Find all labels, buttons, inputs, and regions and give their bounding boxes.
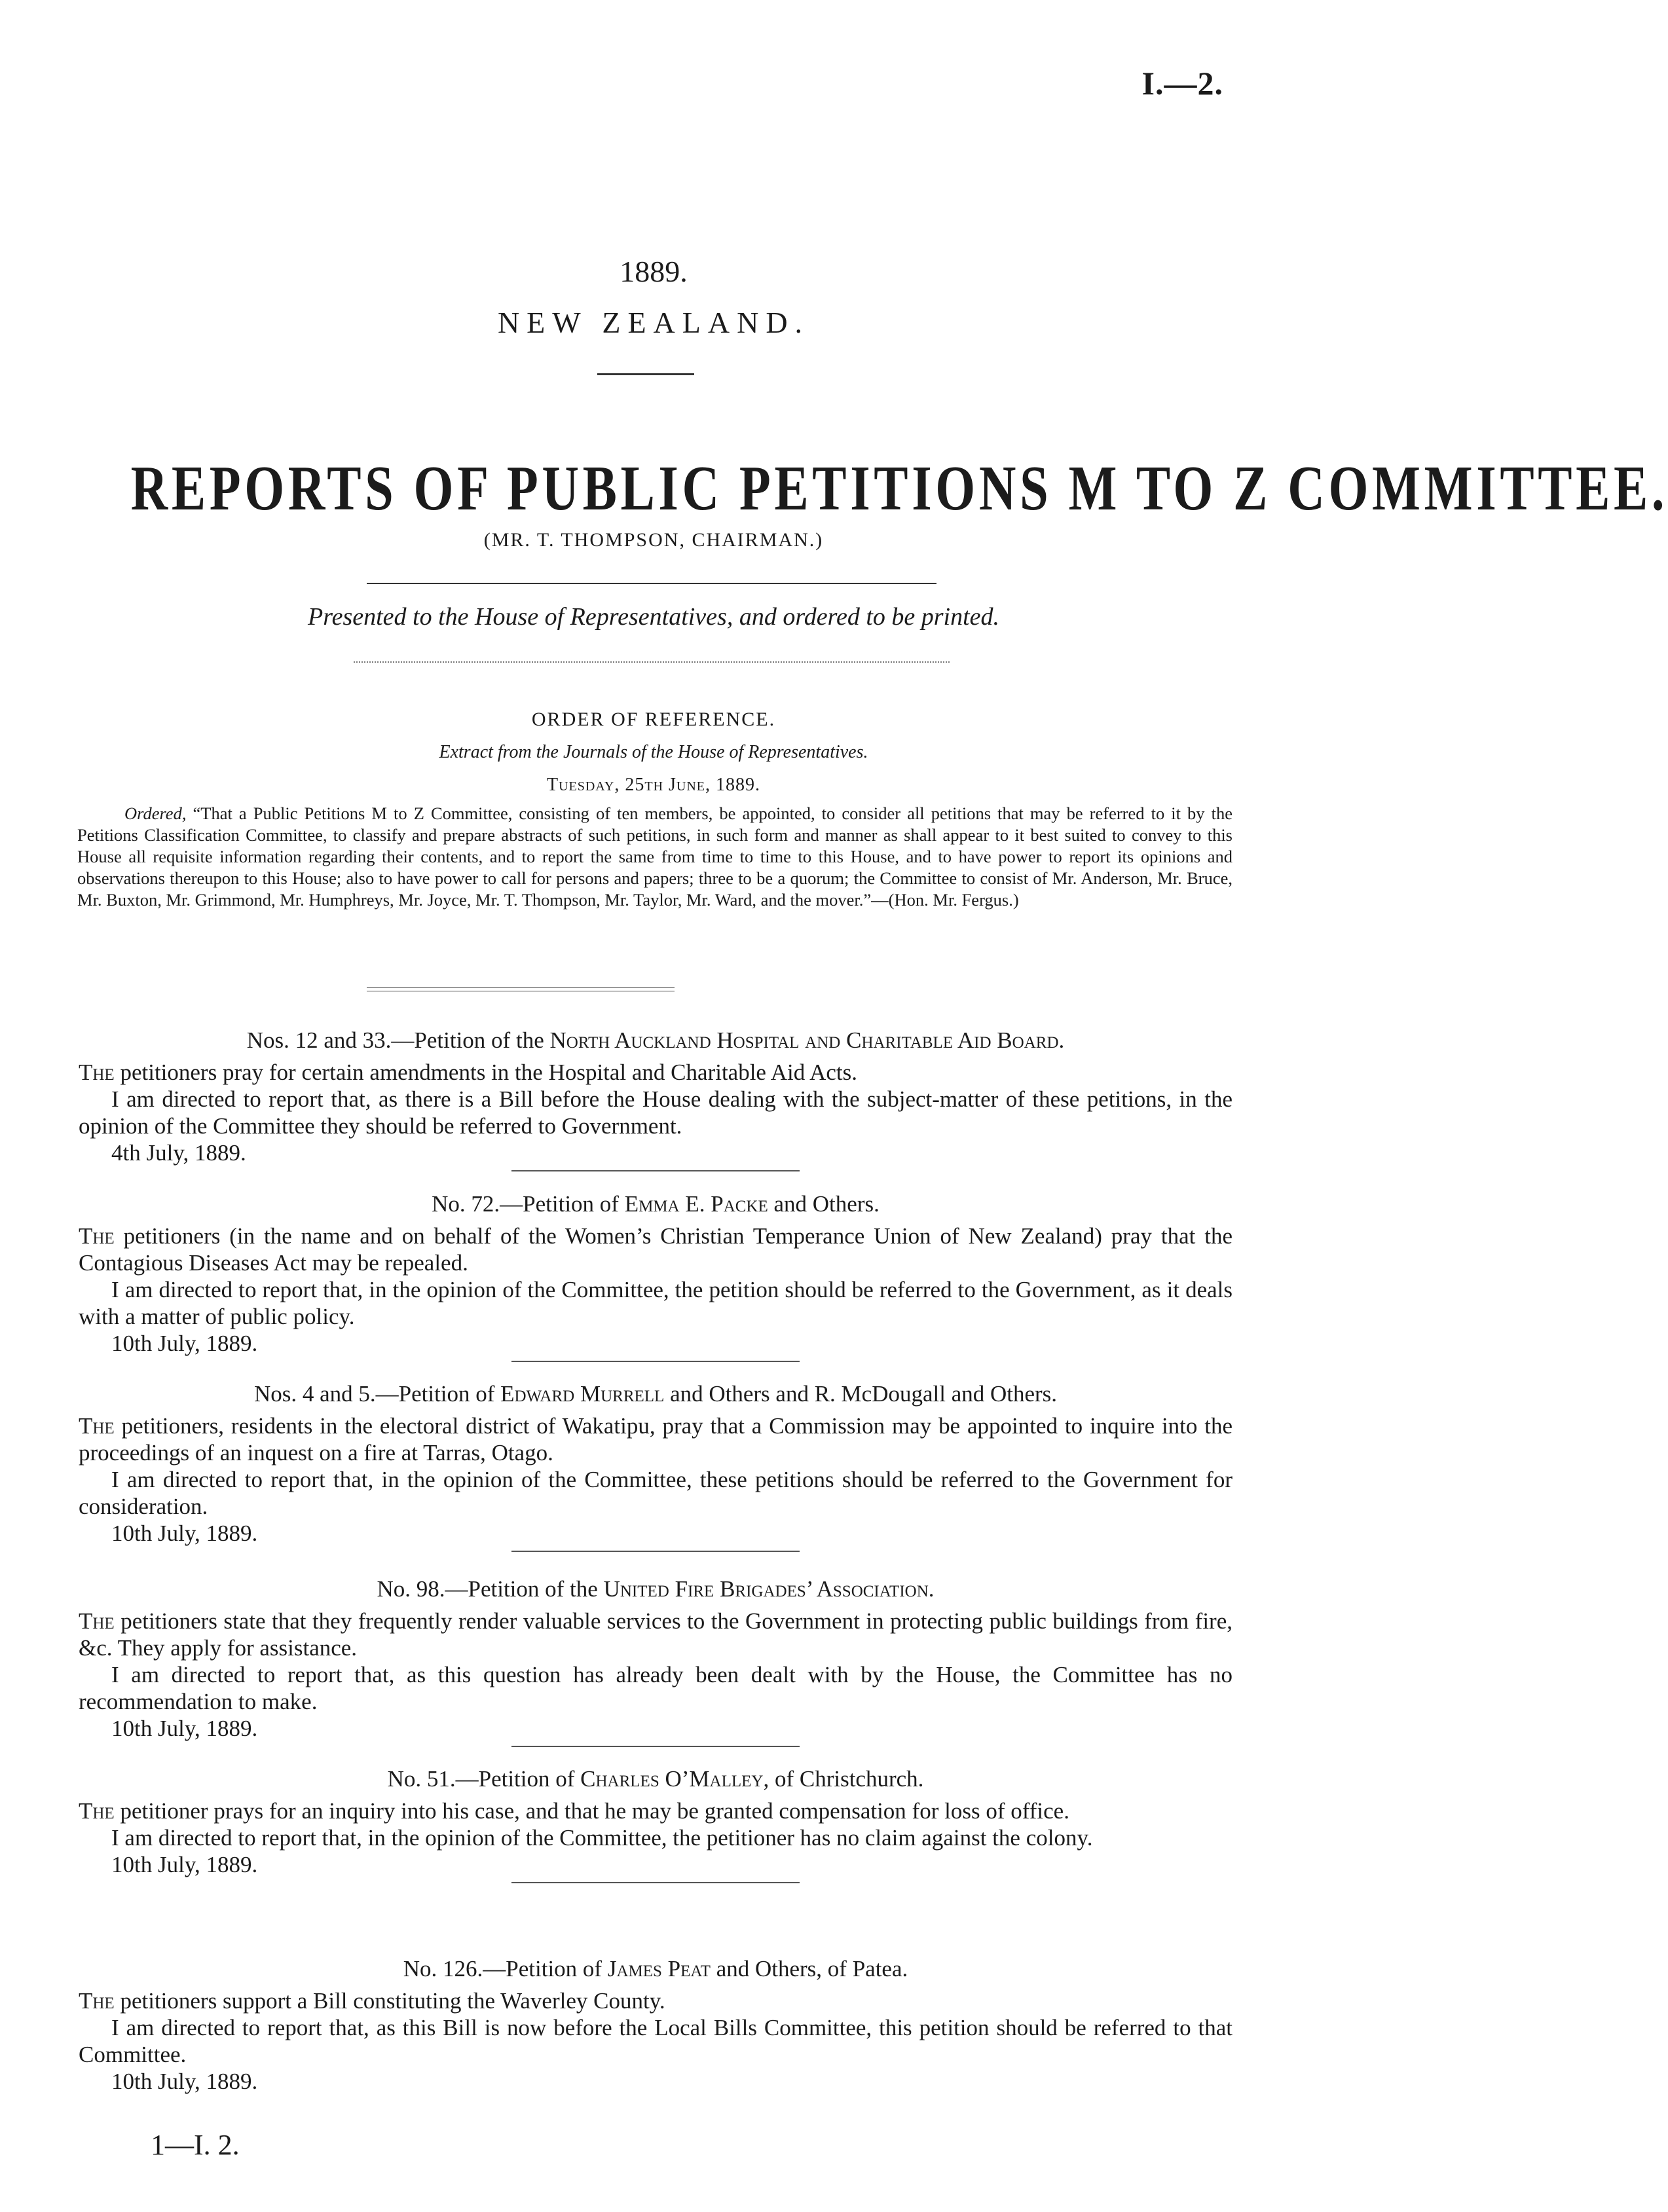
petition-separator: [511, 1361, 800, 1362]
petition-summary: The petitioners state that they frequently render valuable services to the Government in protecting public buildings from fire, &c. They apply for assistance.: [79, 1608, 1232, 1661]
order-of-reference-heading: ORDER OF REFERENCE.: [531, 709, 776, 730]
petition-entry: [79, 1027, 1232, 1171]
petition-summary: The petitioner prays for an inquiry into his case, and that he may be granted compensation for loss of office.: [79, 1798, 1069, 1824]
petition-separator: [511, 1882, 800, 1883]
ordered-lead: Ordered,: [124, 803, 187, 823]
presented-line: Presented to the House of Representatives, and ordered to be printed.: [307, 603, 1000, 631]
page-footer-signature: 1—I. 2.: [151, 2129, 240, 2161]
petition-date: 10th July, 1889.: [111, 1331, 258, 1356]
petition-report: I am directed to report that, as this question has already been dealt with by the House, the Committee has no recommendation to make.: [79, 1662, 1232, 1714]
petition-heading: No. 51.—Petition of Charles O’Malley, of Christchurch.: [387, 1766, 924, 1792]
petition-summary: The petitioners (in the name and on behalf of the Women’s Christian Temperance Union of New Zealand) pray that the Contagious Diseases Act may be repealed.: [79, 1223, 1232, 1276]
ordered-body: “That a Public Petitions M to Z Committee, consisting of ten members, be appointed, to consider all petitions that may be referred to it by the Petitions Classification Committee, to classify and prepare abstracts of such petitions, in such form and manner as shall appear to it best suited to convey to this House all requisite information regarding their contents, and to report the same from time to time to this House, and to have power to report its opinions and observations thereupon to this House; also to have power to call for persons and papers; three to be a quorum; the Committee to consist of Mr. Anderson, Mr. Bruce, Mr. Buxton, Mr. Grimmond, Mr. Humphreys, Mr. Joyce, Mr. T. Thompson, Mr. Taylor, Mr. Ward, and the mover.”—(Hon. Mr. Fergus.): [77, 803, 1233, 910]
petition-separator: [511, 1170, 800, 1171]
journal-extract-line: Extract from the Journals of the House of Representatives.: [439, 742, 868, 762]
petition-report: I am directed to report that, in the opinion of the Committee, the petitioner has no claim against the colony.: [111, 1825, 1093, 1851]
petition-entry: [79, 1765, 1232, 1883]
order-date: Tuesday, 25th June, 1889.: [546, 775, 761, 795]
petition-separator: [511, 1746, 800, 1747]
petition-date: 10th July, 1889.: [111, 2069, 258, 2094]
petition-entry: [79, 1955, 1232, 2095]
petition-date: 4th July, 1889.: [111, 1140, 246, 1166]
country-heading: NEW ZEALAND.: [497, 306, 810, 339]
petition-heading: No. 126.—Petition of James Peat and Others, of Patea.: [403, 1956, 908, 1982]
title-rule: [597, 373, 694, 375]
petition-report: I am directed to report that, in the opinion of the Committee, these petitions should be referred to the Government for consideration.: [79, 1467, 1232, 1519]
petition-report: I am directed to report that, in the opinion of the Committee, the petition should be referred to the Government, as it deals with a matter of public policy.: [79, 1277, 1232, 1329]
petition-date: 10th July, 1889.: [111, 1521, 258, 1546]
petition-entry: [79, 1380, 1232, 1552]
presented-rule: [367, 583, 936, 584]
petition-report: I am directed to report that, as this Bill is now before the Local Bills Committee, this petition should be referred to that Committee.: [79, 2015, 1232, 2067]
petition-entry: [79, 1190, 1232, 1362]
order-of-reference-text: [77, 803, 1232, 911]
petition-summary: The petitioners support a Bill constituting the Waverley County.: [79, 1988, 665, 2014]
document-title: REPORTS OF PUBLIC PETITIONS M TO Z COMMITTEE.: [130, 453, 1668, 524]
petition-summary: The petitioners pray for certain amendments in the Hospital and Charitable Aid Acts.: [79, 1060, 858, 1085]
petition-heading: No. 98.—Petition of the United Fire Brigades’ Association.: [377, 1576, 935, 1602]
petition-heading: Nos. 12 and 33.—Petition of the North Auckland Hospital and Charitable Aid Board.: [246, 1027, 1065, 1053]
section-double-rule: [367, 987, 675, 991]
document-year: 1889.: [620, 255, 688, 288]
chairman-line: (MR. T. THOMPSON, CHAIRMAN.): [483, 529, 824, 551]
petition-summary: The petitioners, residents in the electoral district of Wakatipu, pray that a Commission may be appointed to inquire into the proceedings of an inquest on a fire at Tarras, Otago.: [79, 1413, 1232, 1465]
presented-underline: [354, 661, 950, 663]
petition-heading: Nos. 4 and 5.—Petition of Edward Murrell and Others and R. McDougall and Others.: [253, 1381, 1058, 1407]
petition-heading: No. 72.—Petition of Emma E. Packe and Others.: [432, 1191, 880, 1217]
petition-report: I am directed to report that, as there is a Bill before the House dealing with the subject-matter of these petitions, in the opinion of the Committee they should be referred to Government.: [79, 1086, 1232, 1139]
petition-separator: [511, 1551, 800, 1552]
page-reference: I.—2.: [1141, 65, 1223, 101]
petition-date: 10th July, 1889.: [111, 1716, 258, 1741]
petition-entry: [79, 1576, 1232, 1747]
petition-date: 10th July, 1889.: [111, 1852, 258, 1877]
